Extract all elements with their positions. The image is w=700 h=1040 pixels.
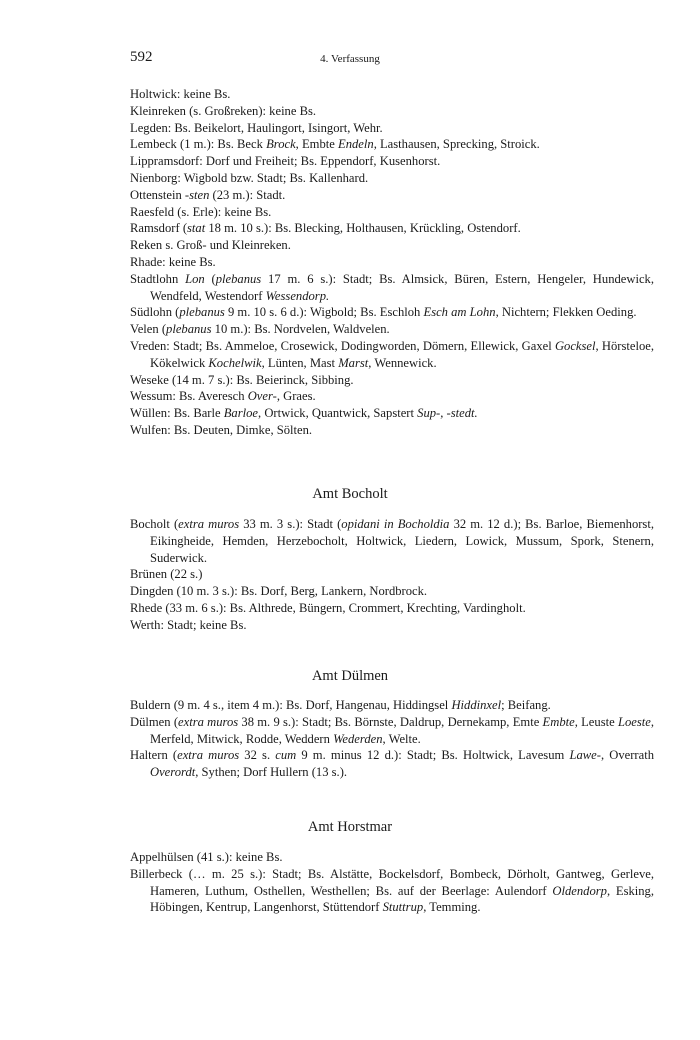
running-head: 4. Verfassung xyxy=(320,53,380,65)
entry xyxy=(130,388,654,405)
section-list xyxy=(130,86,654,439)
section-heading-horstmar: Amt Horstmar xyxy=(307,819,393,835)
entry-text: Haltern ( xyxy=(130,748,178,763)
entry-text: Raesfeld (s. Erle): keine Bs. xyxy=(130,204,272,219)
entry xyxy=(130,747,654,781)
entry-text: , Wennewick. xyxy=(368,355,437,370)
italic-text: plebanus xyxy=(215,271,262,286)
entry-text: Brünen (22 s.) xyxy=(130,567,203,582)
entry xyxy=(130,600,654,617)
entry-text: Wüllen: Bs. Barle xyxy=(130,406,224,421)
entry xyxy=(130,187,654,204)
entry-text: , Lasthausen, Sprecking, Stroick. xyxy=(373,137,540,152)
italic-text: opidani in Bocholdia xyxy=(341,517,450,531)
entry-text: , Temming. xyxy=(423,900,481,915)
entry xyxy=(130,583,654,600)
italic-text: Lawe- xyxy=(569,748,601,763)
entry-text: , Lünten, Mast xyxy=(261,355,339,370)
entry-text: , Leuste xyxy=(574,714,618,729)
italic-text: plebanus xyxy=(179,305,225,320)
entry-text: Dingden (10 m. 3 s.): Bs. Dorf, Berg, Lankern, Nordbrock. xyxy=(130,584,428,599)
entry-text: (23 m.): Stadt. xyxy=(209,187,286,202)
entry-text: 18 m. 10 s.): Bs. Blecking, Holthausen, Krückling, Ostendorf. xyxy=(205,221,521,236)
italic-text: plebanus xyxy=(166,322,212,337)
entry-text: 32 m. 12 d.); Bs. Barloe, Biemenhorst, Eikingheide, Hemden, Herzebocholt, Holtwick, Liedern, Lowick, Mussum, Spork, Stenern, Suderwick. xyxy=(150,517,654,565)
entry-text: Lembeck (1 m.): Bs. Beck xyxy=(130,137,267,152)
entry-text: , Ortwick, Quantwick, Sapstert xyxy=(258,406,418,421)
entry-text: ; Beifang. xyxy=(501,698,551,712)
entry-text: Lippramsdorf: Dorf und Freiheit; Bs. Eppendorf, Kusenhorst. xyxy=(130,154,441,169)
italic-text: Overordt xyxy=(150,765,196,780)
entry-text: Südlohn ( xyxy=(130,305,180,320)
entry-text: Buldern (9 m. 4 s., item 4 m.): Bs. Dorf, Hangenau, Hiddingsel xyxy=(130,698,452,712)
italic-text: Embte xyxy=(542,714,575,729)
italic-text: Brock xyxy=(266,137,296,152)
entry-text: 9 m. minus 12 d.): Stadt; Bs. Holtwick, Lavesum xyxy=(296,748,570,763)
italic-text: Esch am Lohn xyxy=(423,305,496,320)
italic-text: -sten xyxy=(184,187,210,202)
entry-text: Appelhülsen (41 s.): keine Bs. xyxy=(130,850,283,864)
entry-text: 38 m. 9 s.): Stadt; Bs. Börnste, Daldrup, Dernekamp, Emte xyxy=(238,714,543,729)
entry-text: Wessum: Bs. Averesch xyxy=(130,389,248,404)
entry-text: Ottenstein xyxy=(130,187,185,202)
entry-text: 17 m. 6 s.): Stadt; Bs. Almsick, Büren, Estern, Hengeler, Hundewick, Wendfeld, Westendorf xyxy=(150,271,655,303)
italic-text: Loeste xyxy=(617,714,651,729)
entry xyxy=(130,86,654,103)
entry-text: , Esking, Höbingen, Kentrup, Langenhorst, Stüttendorf xyxy=(150,883,655,915)
entry-text: Kleinreken (s. Großreken): keine Bs. xyxy=(130,103,317,118)
entry xyxy=(130,120,654,137)
entry xyxy=(130,714,654,748)
italic-text: Wederden xyxy=(333,731,383,746)
section-bocholt xyxy=(130,516,654,634)
entry-text: Weseke (14 m. 7 s.): Bs. Beierinck, Sibbing. xyxy=(130,372,354,387)
entry xyxy=(130,136,654,153)
entry-text: , Graes. xyxy=(276,389,316,404)
italic-text: Wessendorp. xyxy=(265,288,330,303)
entry-text: Holtwick: keine Bs. xyxy=(130,87,231,101)
entry-text: Velen ( xyxy=(130,322,167,337)
entry xyxy=(130,866,654,916)
entry-text: , Nichtern; Flekken Oeding. xyxy=(495,305,637,320)
italic-text: Endeln xyxy=(338,137,374,152)
entry-text: Werth: Stadt; keine Bs. xyxy=(130,617,247,632)
entry-text: Dülmen ( xyxy=(130,714,179,729)
entry xyxy=(130,566,654,583)
entry-text: Nienborg: Wigbold bzw. Stadt; Bs. Kallenhard. xyxy=(130,170,369,185)
entry xyxy=(130,422,654,439)
entry xyxy=(130,271,654,305)
entry xyxy=(130,405,654,422)
italic-text: Marst xyxy=(338,355,369,370)
italic-text: Gocksel xyxy=(554,338,596,353)
italic-text: Over- xyxy=(247,389,277,404)
entry-text: 9 m. 10 s. 6 d.): Wigbold; Bs. Eschloh xyxy=(224,305,424,320)
entry-text: ( xyxy=(204,271,216,286)
entry-text: Wulfen: Bs. Deuten, Dimke, Sölten. xyxy=(130,422,313,437)
entry xyxy=(130,516,654,566)
italic-text: extra muros xyxy=(178,517,240,531)
italic-text: Sup-, -stedt. xyxy=(417,406,478,421)
italic-text: cum xyxy=(275,748,297,763)
italic-text: Kochelwik xyxy=(208,355,262,370)
entry xyxy=(130,304,654,321)
entry-text: , Hörsteloe, Kökelwick xyxy=(150,338,655,370)
section-duelmen xyxy=(130,697,654,781)
entry xyxy=(130,254,654,271)
italic-text: extra muros xyxy=(177,748,240,763)
italic-text: stat xyxy=(187,221,206,236)
entry xyxy=(130,170,654,187)
section-heading-duelmen: Amt Dülmen xyxy=(311,668,389,684)
entry xyxy=(130,220,654,237)
italic-text: Oldendorp xyxy=(552,883,607,898)
italic-text: extra muros xyxy=(178,714,239,729)
italic-text: Hiddinxel xyxy=(451,698,502,712)
section-heading-bocholt: Amt Bocholt xyxy=(312,486,388,502)
entry-text: Ramsdorf ( xyxy=(130,221,188,236)
entry xyxy=(130,153,654,170)
entry xyxy=(130,338,654,372)
entry-text: Billerbeck (… m. 25 s.): Stadt; Bs. Alstätte, Bockelsdorf, Bombeck, Dörholt, Gantweg, Gerleve, Hameren, Luthum, Osthellen, Westhellen; Bs. auf der Beerlage: Aulendorf xyxy=(130,866,654,898)
entry-text: , Sythen; Dorf Hullern (13 s.). xyxy=(195,765,348,780)
entry-text: , Welte. xyxy=(382,731,421,746)
entry xyxy=(130,237,654,254)
entry-text: , Merfeld, Mitwick, Rodde, Weddern xyxy=(150,714,654,746)
entry-text: 33 m. 3 s.): Stadt ( xyxy=(239,517,342,531)
entry-text: , Embte xyxy=(295,137,338,152)
entry-text: 32 s. xyxy=(239,748,276,763)
entry-text: Stadtlohn xyxy=(130,271,186,286)
entry xyxy=(130,697,654,714)
entry-text: Legden: Bs. Beikelort, Haulingort, Isingort, Wehr. xyxy=(130,120,383,135)
italic-text: Barloe xyxy=(223,406,259,421)
entry-text: Reken s. Groß- und Kleinreken. xyxy=(130,238,291,253)
italic-text: Lon xyxy=(185,271,205,286)
section-horstmar xyxy=(130,849,654,916)
entry-text: , Overrath xyxy=(600,748,654,763)
entry-text: Rhade: keine Bs. xyxy=(130,254,216,269)
entry-text: 10 m.): Bs. Nordvelen, Waldvelen. xyxy=(211,322,390,337)
entry xyxy=(130,204,654,221)
italic-text: Stuttrup xyxy=(382,900,424,915)
page-number: 592 xyxy=(130,49,153,65)
entry-text: Rhede (33 m. 6 s.): Bs. Althrede, Büngern, Crommert, Krechting, Vardingholt. xyxy=(130,600,526,615)
entry xyxy=(130,321,654,338)
entry-text: Bocholt ( xyxy=(130,517,179,531)
entry xyxy=(130,372,654,389)
entry xyxy=(130,849,654,866)
entry xyxy=(130,617,654,634)
entry xyxy=(130,103,654,120)
entry-text: Vreden: Stadt; Bs. Ammeloe, Crosewick, Dodingworden, Dömern, Ellewick, Gaxel xyxy=(130,338,555,353)
